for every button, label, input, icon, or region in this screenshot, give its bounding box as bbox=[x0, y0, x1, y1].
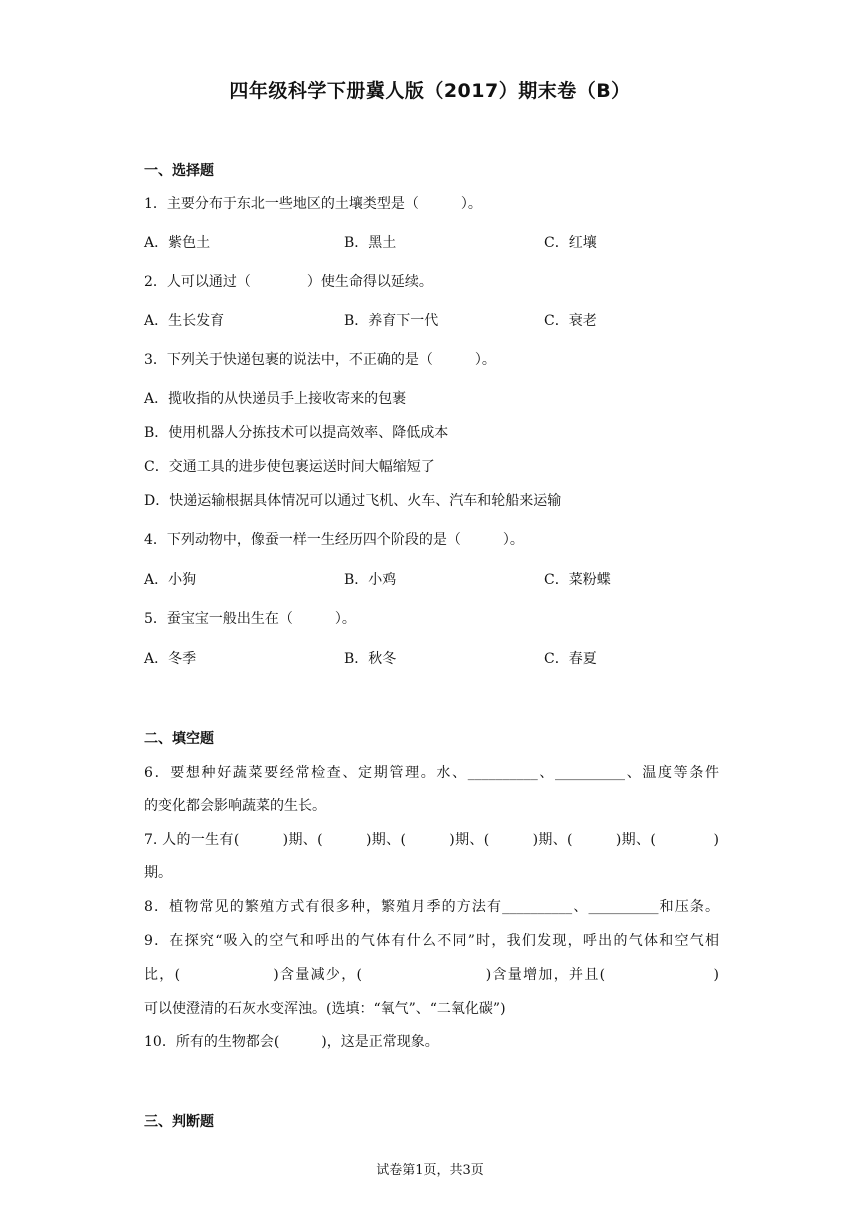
question-6-line-2: 的变化都会影响蔬菜的生长。 bbox=[144, 798, 326, 814]
question-7-line-1: 7. 人的一生有( )期、( )期、( )期、( )期、( )期、( ) bbox=[144, 832, 719, 848]
question-10-line-1: 10．所有的生物都会( )，这是正常现象。 bbox=[144, 1034, 439, 1050]
question-1-option-a: A．紫色土 bbox=[144, 235, 211, 251]
question-2-option-b: B．养育下一代 bbox=[344, 313, 439, 329]
question-1-option-b: B．黑土 bbox=[344, 235, 397, 251]
question-9-line-2: 比，( )含量减少，( )含量增加，并且( ) bbox=[144, 967, 719, 983]
question-3-option-d: D．快递运输根据具体情况可以通过飞机、火车、汽车和轮船来运输 bbox=[144, 493, 562, 509]
section-title-fill: 二、填空题 bbox=[144, 731, 214, 747]
question-7-line-2: 期。 bbox=[144, 865, 172, 881]
question-9-line-1: 9．在探究“吸入的空气和呼出的气体有什么不同”时，我们发现，呼出的气体和空气相 bbox=[144, 933, 719, 949]
question-9-line-3: 可以使澄清的石灰水变浑浊。(选填：“氧气”、“二氧化碳”) bbox=[144, 1001, 506, 1017]
question-1-stem: 1．主要分布于东北一些地区的土壤类型是（ ）。 bbox=[144, 196, 482, 212]
exam-title: 四年级科学下册冀人版（2017）期末卷（B） bbox=[229, 80, 631, 102]
question-2-option-c: C．衰老 bbox=[544, 313, 597, 329]
section-title-judge: 三、判断题 bbox=[144, 1114, 214, 1130]
question-6-line-1: 6．要想种好蔬菜要经常检查、定期管理。水、__________、__________、温度等条件 bbox=[144, 765, 719, 781]
question-3-option-b: B．使用机器人分拣技术可以提高效率、降低成本 bbox=[144, 425, 449, 441]
question-5-stem: 5．蚕宝宝一般出生在（ ）。 bbox=[144, 611, 356, 627]
question-4-option-a: A．小狗 bbox=[144, 572, 197, 588]
question-2-option-a: A．生长发育 bbox=[144, 313, 225, 329]
question-3-stem: 3．下列关于快递包裹的说法中，不正确的是（ ）。 bbox=[144, 352, 496, 368]
question-5-option-a: A．冬季 bbox=[144, 651, 197, 667]
section-title-choice: 一、选择题 bbox=[144, 163, 214, 179]
question-5-option-c: C．春夏 bbox=[544, 651, 597, 667]
question-8-line-1: 8．植物常见的繁殖方式有很多种，繁殖月季的方法有__________、__________和压条。 bbox=[144, 899, 719, 915]
question-4-option-c: C．菜粉蝶 bbox=[544, 572, 611, 588]
question-4-stem: 4．下列动物中，像蚕一样一生经历四个阶段的是（ ）。 bbox=[144, 532, 524, 548]
question-2-stem: 2．人可以通过（ ）使生命得以延续。 bbox=[144, 274, 433, 290]
question-3-option-a: A．揽收指的从快递员手上接收寄来的包裹 bbox=[144, 391, 407, 407]
question-4-option-b: B．小鸡 bbox=[344, 572, 397, 588]
question-3-option-c: C．交通工具的进步使包裹运送时间大幅缩短了 bbox=[144, 459, 435, 475]
question-1-option-c: C．红壤 bbox=[544, 235, 597, 251]
page-footer: 试卷第1页，共3页 bbox=[376, 1163, 484, 1178]
question-5-option-b: B．秋冬 bbox=[344, 651, 397, 667]
